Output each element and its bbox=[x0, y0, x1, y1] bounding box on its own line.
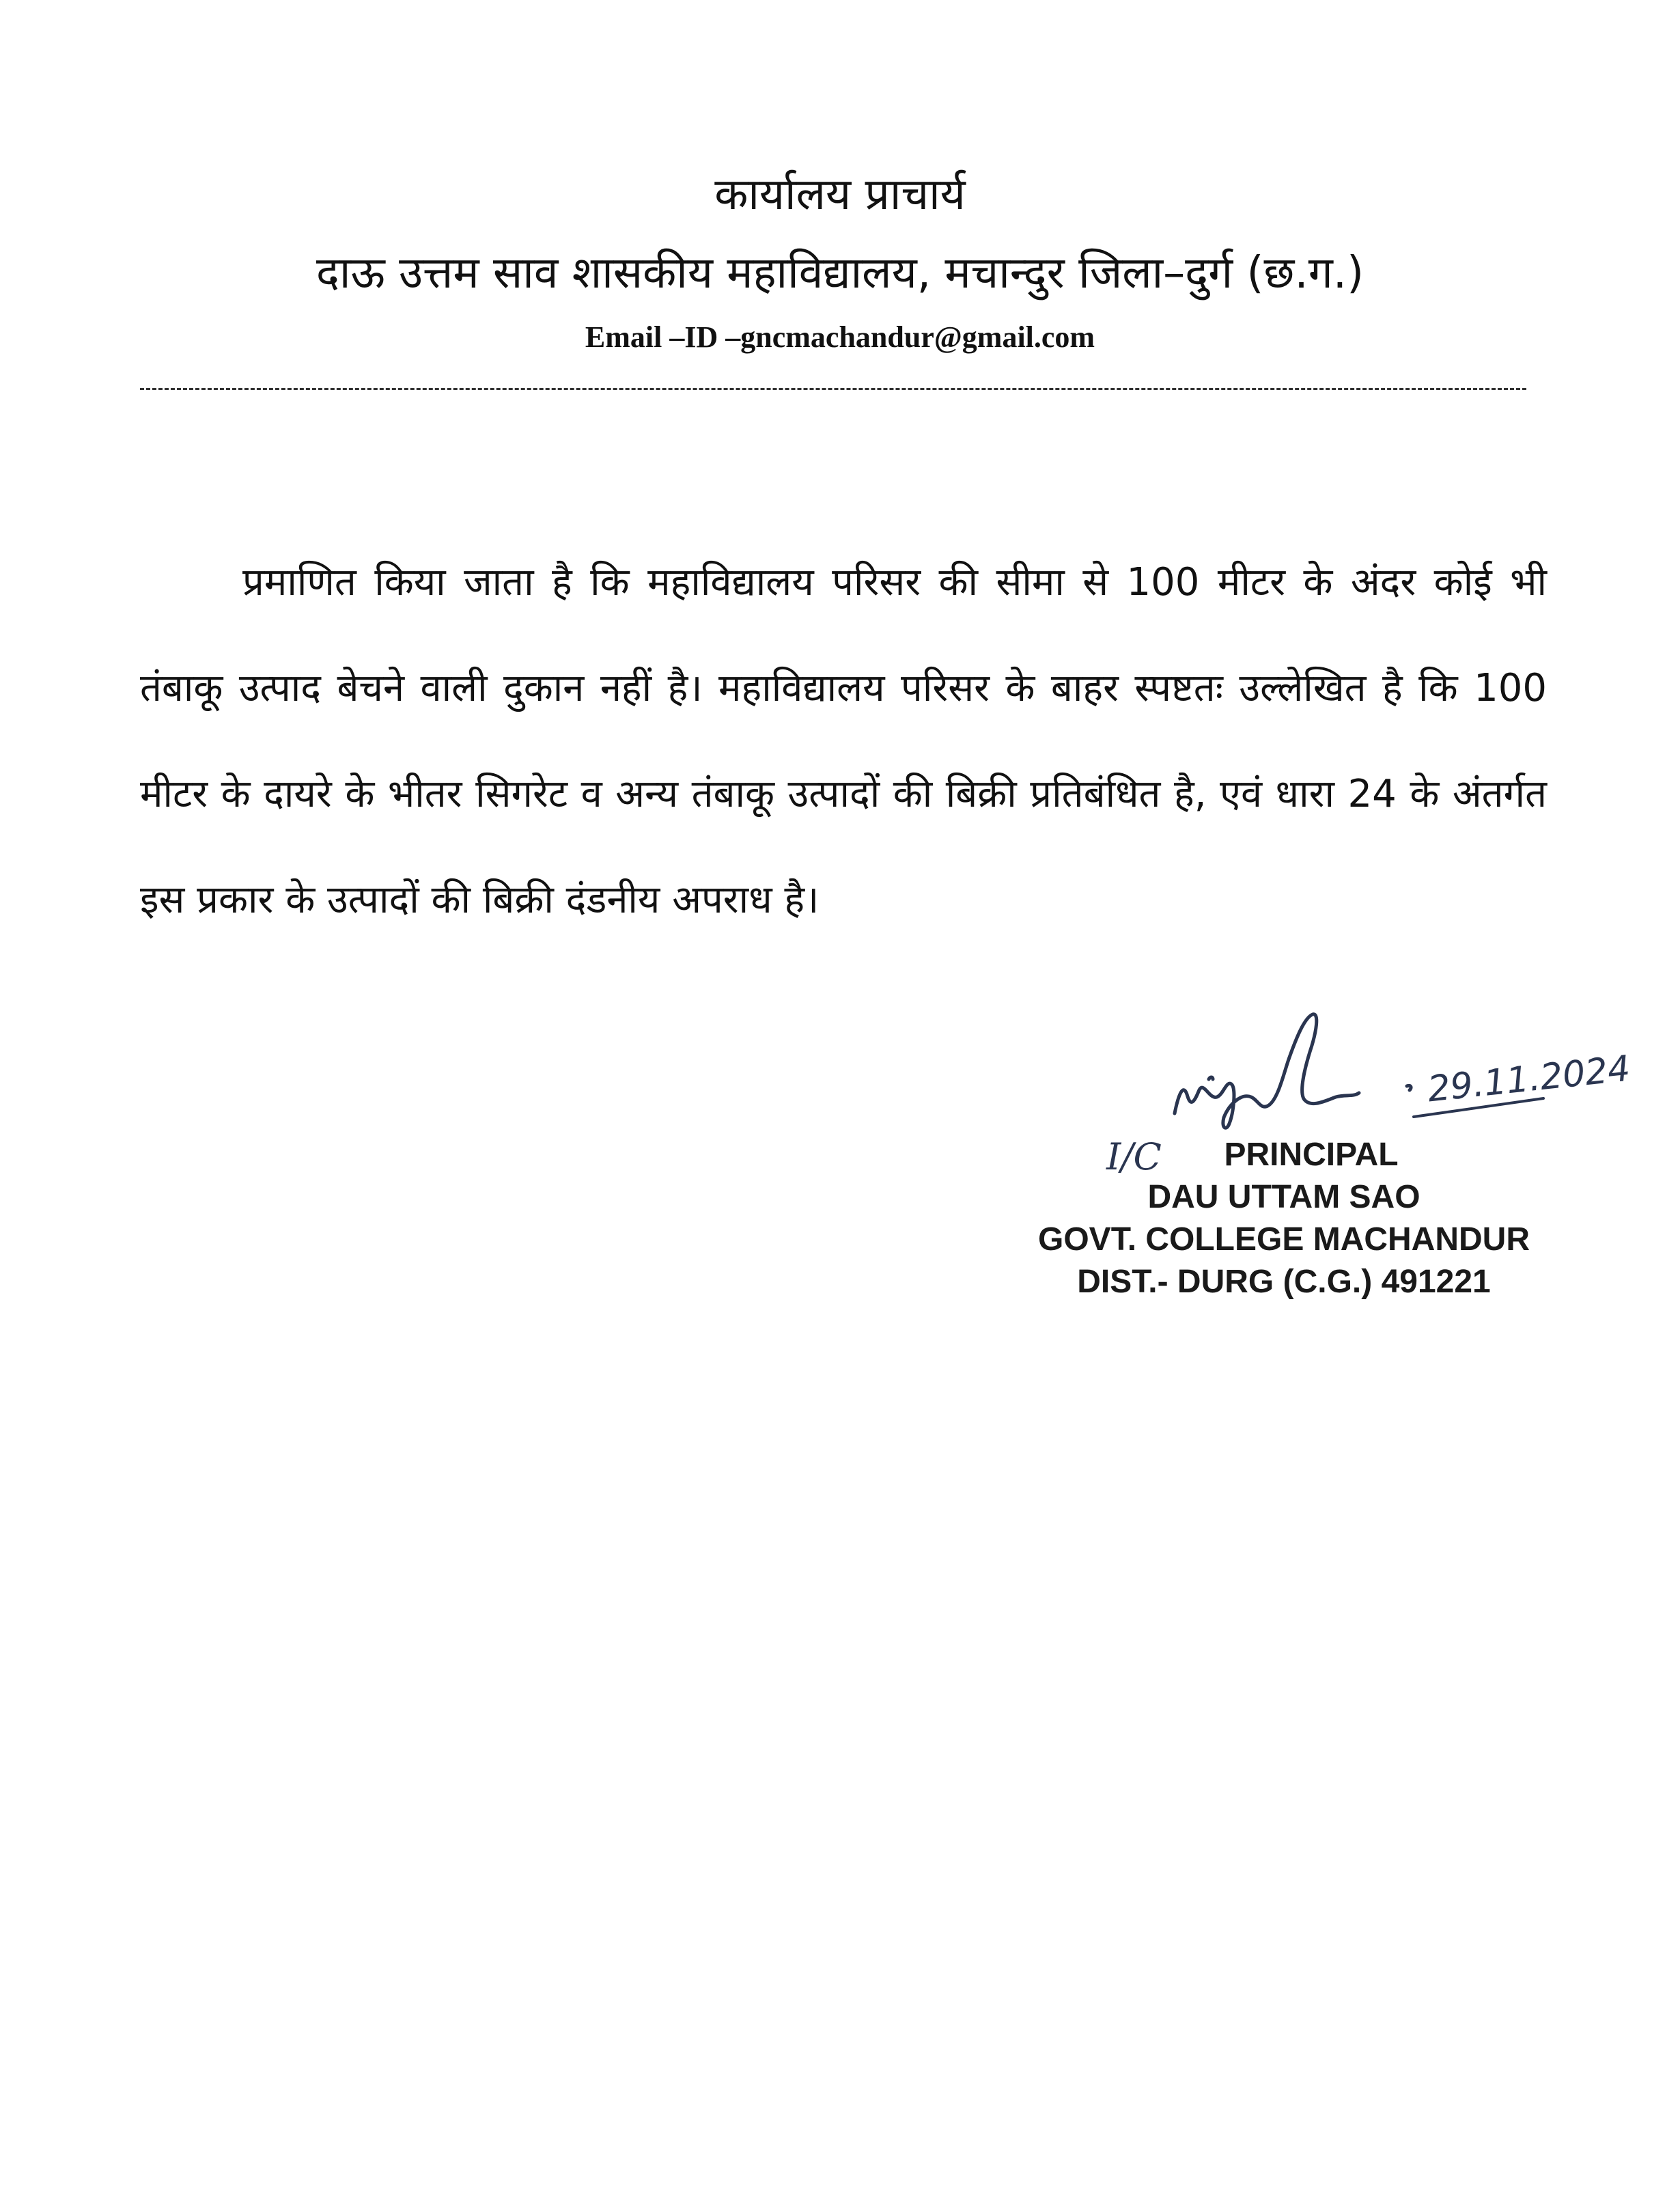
letterhead bbox=[0, 164, 1680, 358]
handwritten-signature-icon bbox=[1004, 977, 1564, 1148]
stamp-line-address: DIST.- DURG (C.G.) 491221 bbox=[1077, 1264, 1491, 1300]
certificate-text: प्रमाणित किया जाता है कि महाविद्यालय परिसर की सीमा से 100 मीटर के अंदर कोई भी तंबाकू उत्पाद बेचने वाली दुकान नहीं है। महाविद्यालय परिसर के बाहर स्पष्टतः उल्लेखित है कि 100 मीटर के दायरे के भीतर सिगरेट व अन्य तंबाकू उत्पादों की बिक्री प्रतिबंधित है, एवं धारा 24 के अंतर्गत इस प्रकार के उत्पादों की बिक्री दंडनीय अपराध है। bbox=[140, 560, 1547, 922]
signature-block bbox=[1004, 977, 1633, 1300]
stamp-line-name: DAU UTTAM SAO bbox=[1147, 1179, 1420, 1215]
stamp-line-designation: PRINCIPAL bbox=[1224, 1137, 1399, 1173]
principal-stamp bbox=[1004, 1134, 1564, 1303]
signature-date: 29.11.2024 bbox=[1425, 1048, 1633, 1111]
office-title: कार्यालय प्राचार्य bbox=[714, 169, 966, 220]
in-charge-mark: I/C bbox=[1106, 1135, 1162, 1178]
college-name: दाऊ उत्तम साव शासकीय महाविद्यालय, मचान्दुर जिला–दुर्ग (छ.ग.) bbox=[316, 248, 1364, 298]
email-line: Email –ID –gncmachandur@gmail.com bbox=[585, 320, 1095, 354]
dashed-divider bbox=[140, 388, 1526, 390]
stamp-line-college: GOVT. COLLEGE MACHANDUR bbox=[1038, 1221, 1530, 1258]
